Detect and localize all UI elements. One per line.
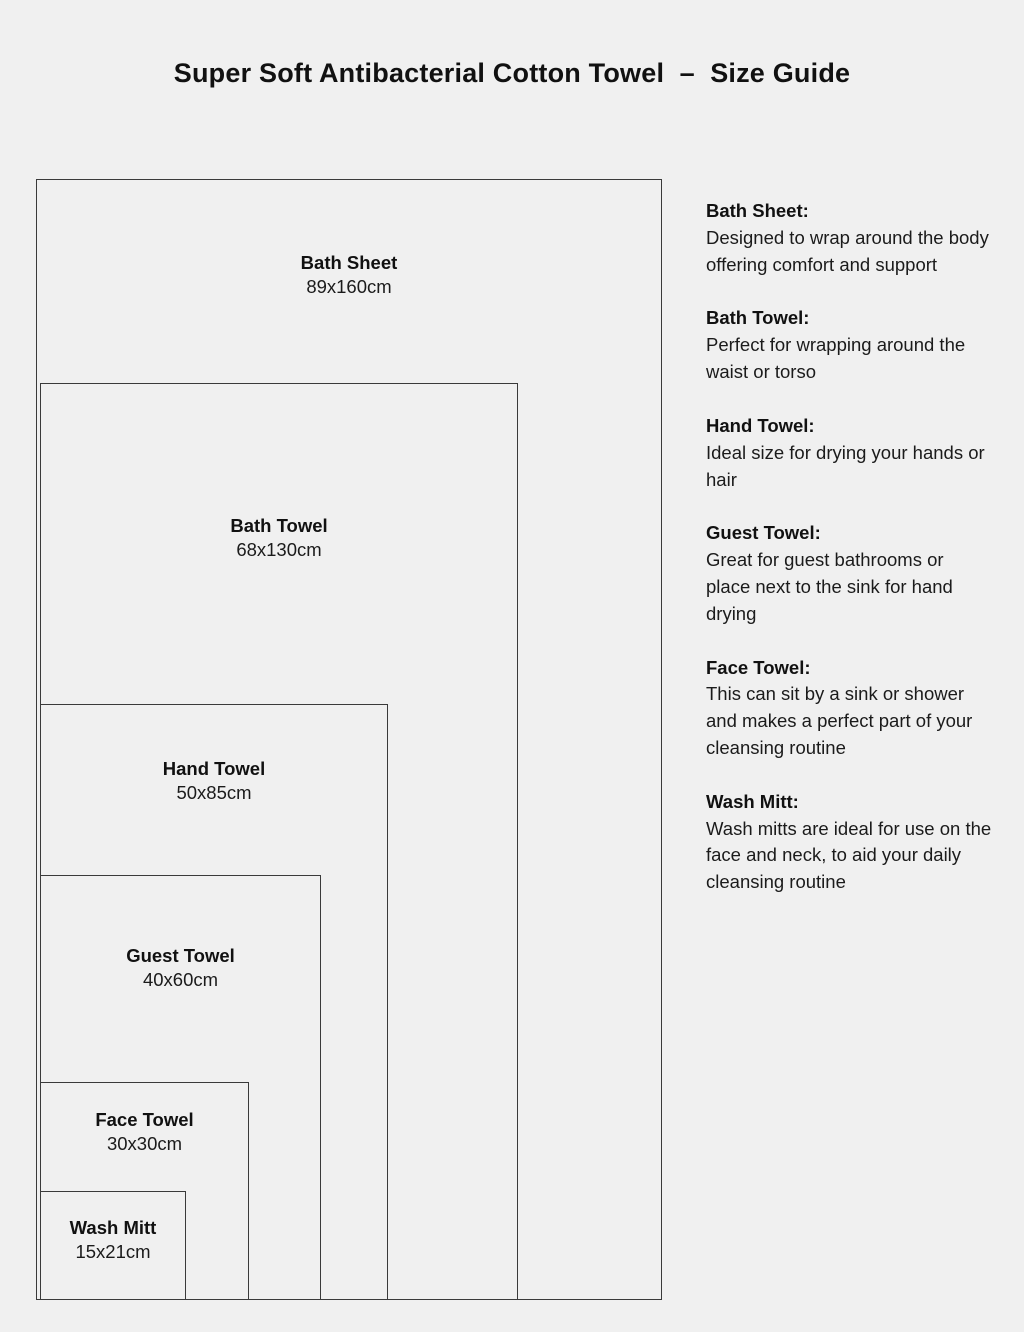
description-face-towel <box>706 655 992 762</box>
size-label-name: Bath Sheet <box>300 252 398 273</box>
description-text: Designed to wrap around the body offering comfort and support <box>706 226 989 275</box>
page-title: Super Soft Antibacterial Cotton Towel – Size Guide <box>173 58 851 88</box>
description-hand-towel <box>706 413 992 493</box>
size-label-name: Guest Towel <box>126 945 235 966</box>
size-label-dimensions: 30x30cm <box>106 1132 183 1154</box>
description-guest-towel <box>706 520 992 627</box>
size-label-dimensions: 50x85cm <box>176 781 252 803</box>
description-term: Guest Towel: <box>706 522 821 544</box>
size-label-dimensions: 15x21cm <box>75 1240 151 1262</box>
description-bath-sheet <box>706 198 992 278</box>
size-label-name: Hand Towel <box>162 758 266 779</box>
description-bath-towel <box>706 305 992 385</box>
description-term: Hand Towel: <box>706 414 815 436</box>
size-label-name: Face Towel <box>95 1109 194 1130</box>
description-term: Bath Towel: <box>706 307 810 329</box>
description-text: Ideal size for drying your hands or hair <box>706 441 985 490</box>
size-box-wash-mitt <box>40 1191 186 1300</box>
size-comparison-diagram <box>36 179 662 1300</box>
description-list <box>706 198 992 923</box>
size-label-name: Bath Towel <box>230 515 328 536</box>
size-label-name: Wash Mitt <box>69 1217 157 1238</box>
description-term: Wash Mitt: <box>706 790 799 812</box>
description-text: Wash mitts are ideal for use on the face and neck, to aid your daily cleansing routine <box>706 817 992 893</box>
size-label-dimensions: 89x160cm <box>306 275 392 297</box>
description-text: Perfect for wrapping around the waist or torso <box>706 334 966 383</box>
description-wash-mitt <box>706 789 992 896</box>
size-label-dimensions: 68x130cm <box>236 538 322 560</box>
description-text: This can sit by a sink or shower and makes a perfect part of your cleansing routine <box>706 683 973 758</box>
description-text: Great for guest bathrooms or place next to the sink for hand drying <box>706 549 953 624</box>
size-label-dimensions: 40x60cm <box>142 968 219 990</box>
description-term: Face Towel: <box>706 656 811 678</box>
description-term: Bath Sheet: <box>706 200 809 221</box>
